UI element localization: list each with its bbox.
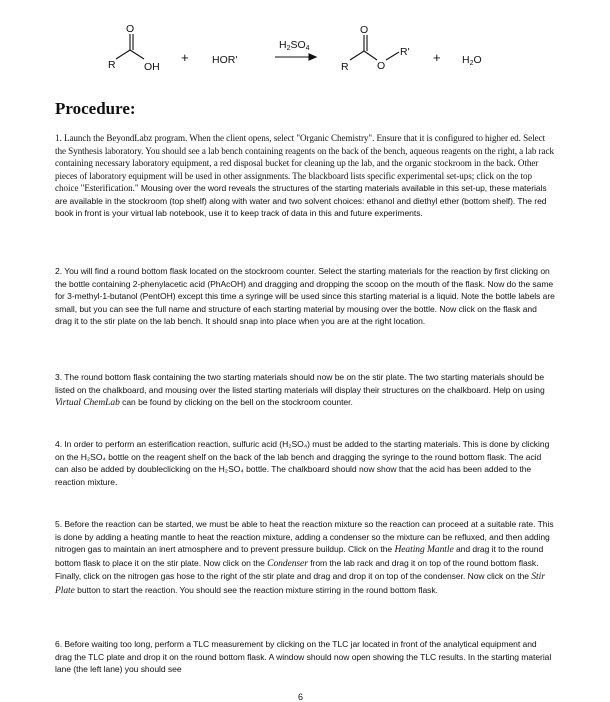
- heating-mantle-term: Heating Mantle: [394, 545, 454, 555]
- procedure-step-4: 4. In order to perform an esterification reaction, sulfuric acid (H₂SO₄) must be added to the starting materials. This is done by clicking on the H₂SO₄ bottle on the reagent shelf on the back of the lab bench and dragging the syringe to the round bottom flask. The acid can also be added by doubleclicking on the H₂SO₄ bottle. The chalkboard should now show that the acid has been added to the reaction mixture.: [55, 439, 550, 487]
- ester-oxygen: O: [377, 60, 386, 72]
- ester-carbonyl-oxygen: O: [360, 24, 369, 36]
- virtual-chemlab-title: Virtual ChemLab: [55, 398, 120, 408]
- plus-sign-2: +: [433, 50, 441, 65]
- step-5-text-d: button to start the reaction. You should see the reaction mixture stirring in the round bottom flask.: [74, 584, 438, 595]
- step-3-text-a: 3. The round bottom flask containing the two starting materials should now be on the stir plate. The two starting materials should be listed on the chalkboard, and mousing over the listed starting materials will display their structures on the chalkboard. Help on using: [55, 372, 545, 395]
- procedure-step-2: 2. You will find a round bottom flask located on the stockroom counter. Select the starting materials for the reaction by first clicking on the bottle containing 2-phenylacetic acid (PhAcOH) and dragging and dropping the scoop on the mouth of the flask. Now do the same for 3-methyl-1-butanol (PentOH) except this time a syringe will be used since this starting material is a liquid. Note the bottle labels are small, but you can see the full name and structure of each starting material by mousing over the bottle. Now click on the flask and drag it to the stir plate on the lab bench. It should snap into place when you are at the right location.: [55, 266, 555, 326]
- step-1-text-serif: 1. Launch the BeyondLabz program. When the client opens, select "Organic Chemistry". Ensure that it is configured to higher ed. Select the Synthesis laboratory. You should see a lab bench containing reagents on the back of the bench, aqueous reagents on the right, a lab rack containing necessary laboratory equipment, a red disposal bucket for cleaning up the lab, and the organic stockroom in the back. Other pieces of laboratory equipment will be used in other assignments. The blackboard lists specific experimental set-ups; click on the top choice "Esterification.": [55, 133, 554, 193]
- catalyst-label: H2SO4: [279, 39, 310, 52]
- condenser-term: Condenser: [267, 558, 308, 569]
- acid-carbonyl-oxygen: O: [126, 23, 135, 35]
- step-5-text-a: 5. Before the reaction can be started, we must be able to heat the reaction mixture so the reaction can proceed at a suitable rate. This is done by adding a heating mantle to heat the reaction mixture, adding a condenser so the mixture can be refluxed, and then adding nitrogen gas to maintain an inert atmosphere and to prevent pressure buildup. Click on the: [55, 519, 554, 554]
- step-1-text: Mousing over the word reveals the structures of the starting materials available in this set-up, these materials are available in the stockroom (top shelf) along with water and two solvent choices: ethanol and diethyl ether (bottom shelf). The red book in front is your virtual lab notebook, use it to keep track of data in this and future experiments.: [55, 183, 547, 218]
- ester-r-group: R: [341, 61, 349, 73]
- step-3-text-b: can be found by clicking on the bell on the stockroom counter.: [119, 397, 353, 407]
- acid-hydroxyl: OH: [144, 61, 160, 73]
- acid-r-group: R: [108, 59, 116, 71]
- ester-structure: [350, 35, 399, 60]
- reaction-arrow: [275, 54, 316, 60]
- water-formula: H2O: [462, 54, 482, 67]
- procedure-step-3: [55, 371, 555, 410]
- esterification-reaction-scheme: [0, 0, 610, 90]
- procedure-step-1: [55, 132, 555, 220]
- alcohol-formula: HOR': [212, 54, 238, 66]
- procedure-heading: Procedure:: [55, 99, 136, 118]
- procedure-step-6: 6. Before waiting too long, perform a TLC measurement by clicking on the TLC jar located in front of the analytical equipment and drag the TLC plate and drop it on the round bottom flask. A window should now open showing the TLC results. In the starting material lane (the left lane) you should see: [55, 639, 552, 674]
- ester-r-prime: R': [400, 46, 410, 58]
- step-5-text-b: and drag it to the round bottom flask to place it on the stir plate. Now click on the: [55, 544, 544, 568]
- carboxylic-acid-structure: [116, 34, 144, 59]
- procedure-step-5: [55, 518, 555, 597]
- step-5-text-c: from the lab rack and drag it on top of the round bottom flask. Finally, click on the nitrogen gas hose to the right of the stir plate and drag and drop it on top of the condenser. Now click on the: [55, 557, 539, 581]
- page-number: 6: [298, 692, 304, 702]
- plus-sign: +: [181, 50, 189, 65]
- stir-plate-term: Stir Plate: [55, 572, 545, 596]
